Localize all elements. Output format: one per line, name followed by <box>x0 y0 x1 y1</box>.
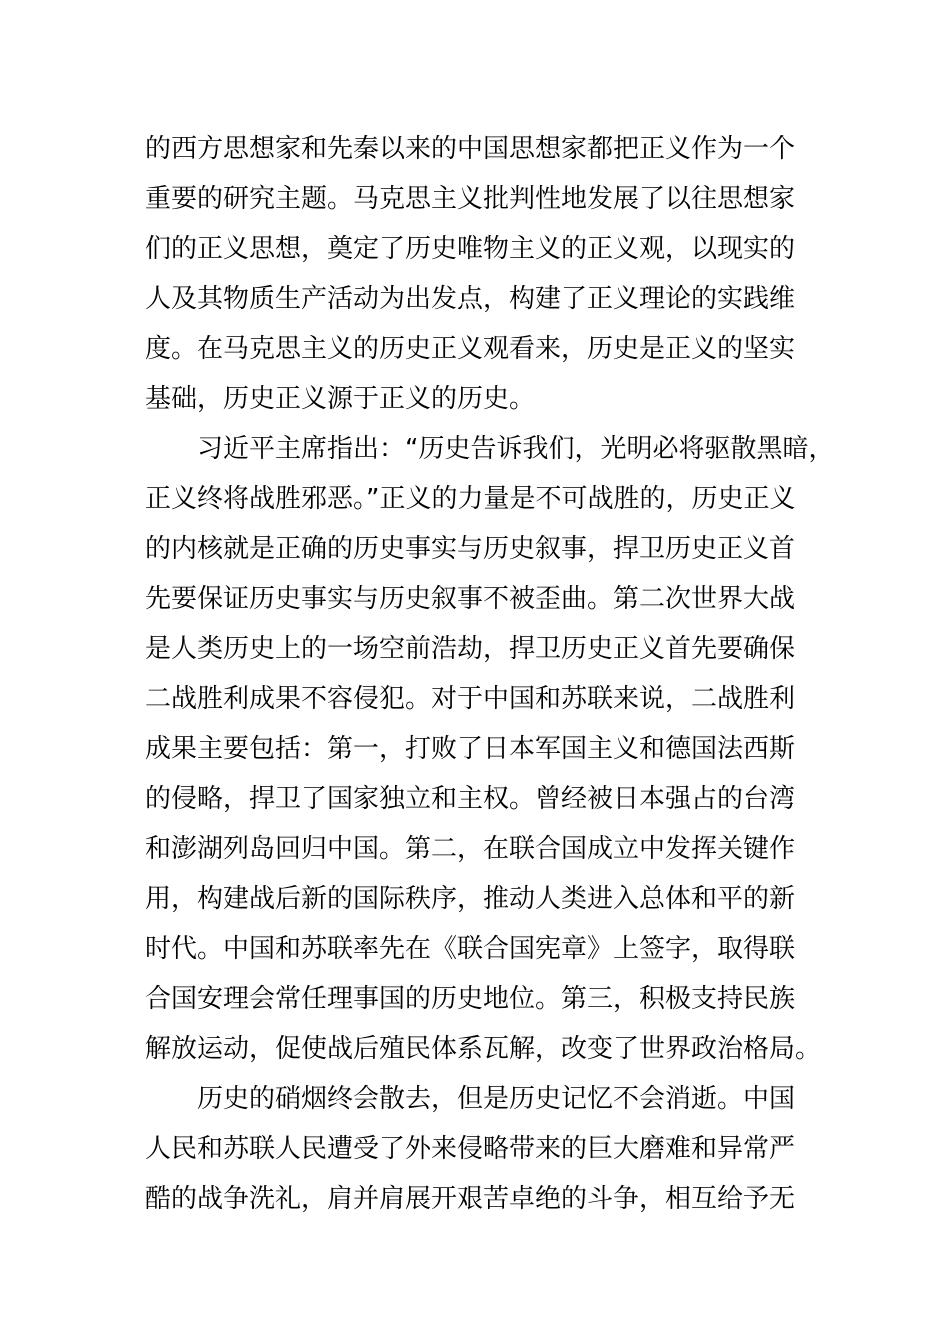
text-line: 人民和苏联人民遭受了外来侵略带来的巨大磨难和异常严 <box>145 1134 796 1164</box>
text-line: 先要保证历史事实与历史叙事不被歪曲。第二次世界大战 <box>145 584 796 614</box>
text-line: 时代。中国和苏联率先在《联合国宪章》上签字，取得联 <box>145 934 796 964</box>
text-line: 解放运动，促使战后殖民体系瓦解，改变了世界政治格局。 <box>145 1034 822 1064</box>
text-line: 正义终将战胜邪恶。”正义的力量是不可战胜的，历史正义 <box>145 484 796 514</box>
text-line: 的西方思想家和先秦以来的中国思想家都把正义作为一个 <box>145 134 796 164</box>
text-line: 用，构建战后新的国际秩序，推动人类进入总体和平的新 <box>145 884 796 914</box>
text-line: 和澎湖列岛回归中国。第二，在联合国成立中发挥关键作 <box>145 834 796 864</box>
text-line: 的内核就是正确的历史事实与历史叙事，捍卫历史正义首 <box>145 534 796 564</box>
text-line: 重要的研究主题。马克思主义批判性地发展了以往思想家 <box>145 184 796 214</box>
text-line: 基础，历史正义源于正义的历史。 <box>145 384 536 414</box>
text-line: 的侵略，捍卫了国家独立和主权。曾经被日本强占的台湾 <box>145 784 796 814</box>
text-line: 酷的战争洗礼，肩并肩展开艰苦卓绝的斗争，相互给予无 <box>145 1184 796 1214</box>
text-line: 度。在马克思主义的历史正义观看来，历史是正义的坚实 <box>145 334 796 364</box>
paragraph-start-line: 习近平主席指出：“历史告诉我们，光明必将驱散黑暗， <box>197 434 835 464</box>
text-line: 是人类历史上的一场空前浩劫，捍卫历史正义首先要确保 <box>145 634 796 664</box>
text-line: 们的正义思想，奠定了历史唯物主义的正义观，以现实的 <box>145 234 796 264</box>
text-line: 成果主要包括：第一，打败了日本军国主义和德国法西斯 <box>145 734 796 764</box>
text-line: 人及其物质生产活动为出发点，构建了正义理论的实践维 <box>145 284 796 314</box>
body-text <box>145 124 845 1224</box>
text-line: 合国安理会常任理事国的历史地位。第三，积极支持民族 <box>145 984 796 1014</box>
text-line: 二战胜利成果不容侵犯。对于中国和苏联来说，二战胜利 <box>145 684 796 714</box>
paragraph-start-line: 历史的硝烟终会散去，但是历史记忆不会消逝。中国 <box>197 1084 796 1114</box>
